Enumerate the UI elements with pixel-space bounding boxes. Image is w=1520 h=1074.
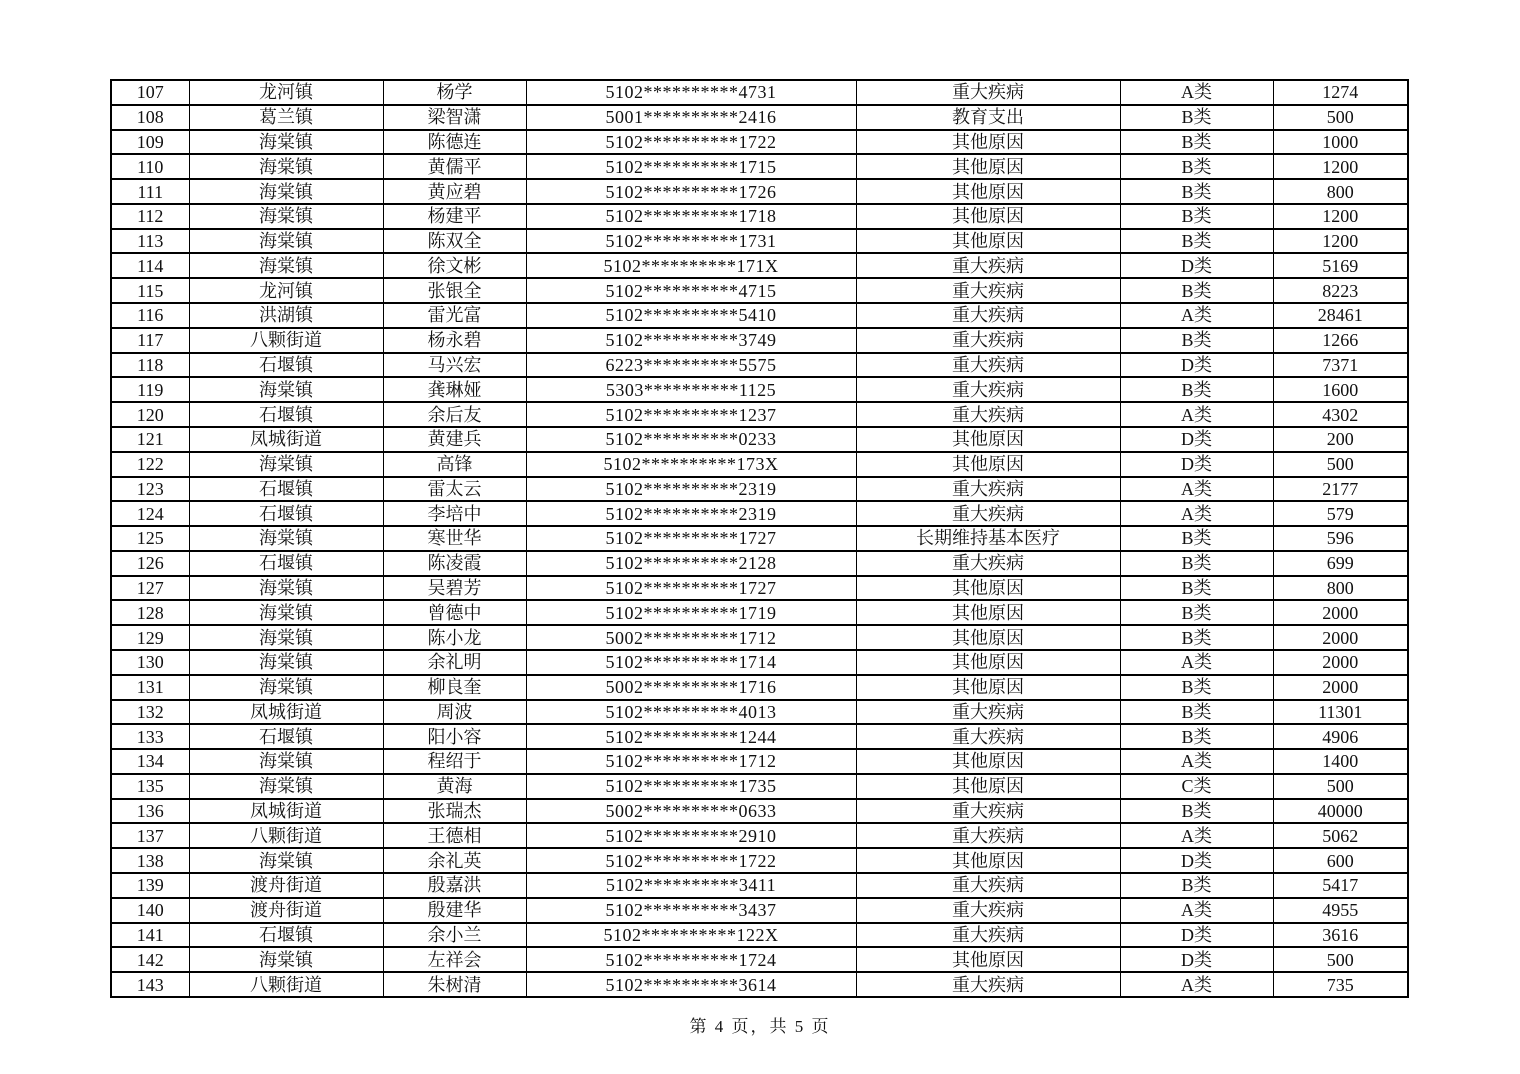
cell-reason: 其他原因 [856, 427, 1120, 452]
cell-index: 125 [111, 526, 189, 551]
cell-town: 海棠镇 [189, 452, 383, 477]
cell-index: 120 [111, 402, 189, 427]
cell-amount: 1200 [1273, 229, 1408, 254]
cell-index: 114 [111, 253, 189, 278]
cell-town: 石堰镇 [189, 551, 383, 576]
cell-id-number: 5102**********1735 [526, 774, 856, 799]
cell-amount: 200 [1273, 427, 1408, 452]
cell-reason: 其他原因 [856, 229, 1120, 254]
table-row [111, 576, 1408, 601]
cell-reason: 其他原因 [856, 947, 1120, 972]
cell-town: 海棠镇 [189, 204, 383, 229]
cell-person-name: 杨学 [383, 80, 526, 105]
cell-amount: 500 [1273, 947, 1408, 972]
cell-town: 龙河镇 [189, 80, 383, 105]
cell-index: 137 [111, 823, 189, 848]
cell-amount: 800 [1273, 179, 1408, 204]
cell-person-name: 余小兰 [383, 923, 526, 948]
cell-category: B类 [1120, 179, 1273, 204]
cell-reason: 重大疾病 [856, 799, 1120, 824]
cell-category: D类 [1120, 253, 1273, 278]
cell-id-number: 5102**********0233 [526, 427, 856, 452]
cell-person-name: 黄海 [383, 774, 526, 799]
cell-amount: 800 [1273, 576, 1408, 601]
table-row [111, 477, 1408, 502]
cell-index: 134 [111, 749, 189, 774]
cell-id-number: 5001**********2416 [526, 105, 856, 130]
cell-town: 海棠镇 [189, 774, 383, 799]
cell-person-name: 吴碧芳 [383, 576, 526, 601]
cell-town: 海棠镇 [189, 154, 383, 179]
cell-person-name: 曾德中 [383, 600, 526, 625]
cell-person-name: 黄儒平 [383, 154, 526, 179]
cell-amount: 1200 [1273, 204, 1408, 229]
table-row [111, 427, 1408, 452]
cell-reason: 重大疾病 [856, 353, 1120, 378]
cell-id-number: 5102**********1714 [526, 650, 856, 675]
cell-reason: 重大疾病 [856, 253, 1120, 278]
cell-town: 八颗街道 [189, 328, 383, 353]
cell-person-name: 杨永碧 [383, 328, 526, 353]
cell-person-name: 陈小龙 [383, 625, 526, 650]
cell-reason: 重大疾病 [856, 724, 1120, 749]
cell-id-number: 5102**********2319 [526, 501, 856, 526]
table-row [111, 501, 1408, 526]
cell-id-number: 5102**********4731 [526, 80, 856, 105]
cell-category: B类 [1120, 799, 1273, 824]
cell-person-name: 柳良奎 [383, 675, 526, 700]
cell-category: B类 [1120, 576, 1273, 601]
cell-category: B类 [1120, 278, 1273, 303]
cell-town: 渡舟街道 [189, 873, 383, 898]
cell-index: 135 [111, 774, 189, 799]
cell-category: A类 [1120, 402, 1273, 427]
cell-index: 139 [111, 873, 189, 898]
cell-category: B类 [1120, 377, 1273, 402]
table-row [111, 774, 1408, 799]
cell-amount: 2000 [1273, 650, 1408, 675]
cell-index: 111 [111, 179, 189, 204]
cell-category: C类 [1120, 774, 1273, 799]
cell-category: B类 [1120, 130, 1273, 155]
cell-index: 113 [111, 229, 189, 254]
cell-town: 八颗街道 [189, 972, 383, 997]
cell-id-number: 5102**********1722 [526, 130, 856, 155]
cell-person-name: 徐文彬 [383, 253, 526, 278]
cell-id-number: 5102**********1718 [526, 204, 856, 229]
table-row [111, 650, 1408, 675]
cell-person-name: 周波 [383, 700, 526, 725]
table-row [111, 204, 1408, 229]
cell-amount: 40000 [1273, 799, 1408, 824]
assistance-table [110, 79, 1409, 998]
cell-category: B类 [1120, 675, 1273, 700]
cell-person-name: 陈德连 [383, 130, 526, 155]
cell-person-name: 雷太云 [383, 477, 526, 502]
cell-index: 140 [111, 898, 189, 923]
cell-amount: 5062 [1273, 823, 1408, 848]
table-row [111, 823, 1408, 848]
cell-amount: 7371 [1273, 353, 1408, 378]
cell-index: 123 [111, 477, 189, 502]
cell-category: D类 [1120, 923, 1273, 948]
cell-index: 122 [111, 452, 189, 477]
cell-reason: 重大疾病 [856, 873, 1120, 898]
cell-amount: 1000 [1273, 130, 1408, 155]
cell-id-number: 5102**********3614 [526, 972, 856, 997]
cell-person-name: 朱树清 [383, 972, 526, 997]
cell-amount: 4302 [1273, 402, 1408, 427]
cell-reason: 其他原因 [856, 675, 1120, 700]
table-row [111, 848, 1408, 873]
cell-amount: 5417 [1273, 873, 1408, 898]
cell-person-name: 马兴宏 [383, 353, 526, 378]
table-row [111, 724, 1408, 749]
page-footer: 第 4 页，共 5 页 [689, 1017, 831, 1036]
cell-index: 138 [111, 848, 189, 873]
cell-category: B类 [1120, 154, 1273, 179]
cell-person-name: 雷光富 [383, 303, 526, 328]
table-row [111, 328, 1408, 353]
table-row [111, 80, 1408, 105]
cell-id-number: 5102**********3437 [526, 898, 856, 923]
cell-category: D类 [1120, 848, 1273, 873]
cell-index: 143 [111, 972, 189, 997]
cell-reason: 其他原因 [856, 625, 1120, 650]
cell-index: 118 [111, 353, 189, 378]
cell-amount: 1266 [1273, 328, 1408, 353]
cell-id-number: 5102**********1237 [526, 402, 856, 427]
cell-index: 133 [111, 724, 189, 749]
cell-category: D类 [1120, 452, 1273, 477]
cell-person-name: 左祥会 [383, 947, 526, 972]
cell-town: 石堰镇 [189, 923, 383, 948]
cell-town: 海棠镇 [189, 848, 383, 873]
cell-town: 海棠镇 [189, 675, 383, 700]
cell-id-number: 5102**********173X [526, 452, 856, 477]
table-row [111, 947, 1408, 972]
cell-id-number: 5102**********1722 [526, 848, 856, 873]
cell-town: 海棠镇 [189, 526, 383, 551]
table-row [111, 526, 1408, 551]
cell-town: 八颗街道 [189, 823, 383, 848]
cell-reason: 重大疾病 [856, 303, 1120, 328]
cell-person-name: 杨建平 [383, 204, 526, 229]
table-row [111, 600, 1408, 625]
cell-amount: 600 [1273, 848, 1408, 873]
cell-town: 石堰镇 [189, 501, 383, 526]
cell-town: 凤城街道 [189, 427, 383, 452]
cell-reason: 重大疾病 [856, 477, 1120, 502]
cell-amount: 28461 [1273, 303, 1408, 328]
cell-town: 石堰镇 [189, 353, 383, 378]
cell-person-name: 王德相 [383, 823, 526, 848]
cell-person-name: 梁智潇 [383, 105, 526, 130]
cell-category: B类 [1120, 625, 1273, 650]
cell-reason: 重大疾病 [856, 823, 1120, 848]
cell-id-number: 5102**********1244 [526, 724, 856, 749]
cell-reason: 重大疾病 [856, 700, 1120, 725]
cell-id-number: 5102**********1719 [526, 600, 856, 625]
cell-person-name: 余礼英 [383, 848, 526, 873]
cell-reason: 长期维持基本医疗 [856, 526, 1120, 551]
cell-reason: 重大疾病 [856, 377, 1120, 402]
table-row [111, 898, 1408, 923]
cell-person-name: 陈凌霞 [383, 551, 526, 576]
cell-reason: 其他原因 [856, 650, 1120, 675]
cell-amount: 5169 [1273, 253, 1408, 278]
cell-town: 海棠镇 [189, 179, 383, 204]
cell-reason: 重大疾病 [856, 328, 1120, 353]
cell-category: D类 [1120, 947, 1273, 972]
cell-town: 海棠镇 [189, 600, 383, 625]
cell-person-name: 黄应碧 [383, 179, 526, 204]
cell-amount: 2000 [1273, 675, 1408, 700]
cell-town: 海棠镇 [189, 130, 383, 155]
cell-town: 葛兰镇 [189, 105, 383, 130]
cell-person-name: 张瑞杰 [383, 799, 526, 824]
cell-id-number: 5102**********1727 [526, 526, 856, 551]
cell-amount: 4906 [1273, 724, 1408, 749]
cell-index: 136 [111, 799, 189, 824]
cell-person-name: 李培中 [383, 501, 526, 526]
cell-town: 海棠镇 [189, 576, 383, 601]
cell-town: 海棠镇 [189, 253, 383, 278]
cell-category: B类 [1120, 204, 1273, 229]
cell-person-name: 余后友 [383, 402, 526, 427]
table-row [111, 873, 1408, 898]
cell-id-number: 5102**********1731 [526, 229, 856, 254]
cell-amount: 735 [1273, 972, 1408, 997]
cell-amount: 2000 [1273, 600, 1408, 625]
cell-index: 128 [111, 600, 189, 625]
cell-index: 115 [111, 278, 189, 303]
table-row [111, 303, 1408, 328]
cell-amount: 500 [1273, 105, 1408, 130]
cell-town: 凤城街道 [189, 700, 383, 725]
cell-id-number: 5102**********1724 [526, 947, 856, 972]
cell-index: 126 [111, 551, 189, 576]
table-row [111, 700, 1408, 725]
cell-reason: 其他原因 [856, 204, 1120, 229]
cell-person-name: 寒世华 [383, 526, 526, 551]
cell-category: A类 [1120, 749, 1273, 774]
cell-index: 141 [111, 923, 189, 948]
cell-person-name: 阳小容 [383, 724, 526, 749]
cell-id-number: 5102**********1726 [526, 179, 856, 204]
table-body [111, 80, 1408, 997]
cell-reason: 重大疾病 [856, 278, 1120, 303]
cell-index: 107 [111, 80, 189, 105]
cell-category: B类 [1120, 229, 1273, 254]
cell-index: 132 [111, 700, 189, 725]
cell-person-name: 龚琳娅 [383, 377, 526, 402]
cell-reason: 重大疾病 [856, 402, 1120, 427]
table-row [111, 972, 1408, 997]
cell-reason: 其他原因 [856, 179, 1120, 204]
cell-category: A类 [1120, 823, 1273, 848]
cell-category: A类 [1120, 650, 1273, 675]
table-row [111, 402, 1408, 427]
table-row [111, 105, 1408, 130]
cell-category: D类 [1120, 427, 1273, 452]
table-row [111, 551, 1408, 576]
cell-id-number: 5303**********1125 [526, 377, 856, 402]
cell-town: 石堰镇 [189, 724, 383, 749]
cell-index: 110 [111, 154, 189, 179]
cell-town: 龙河镇 [189, 278, 383, 303]
cell-reason: 其他原因 [856, 848, 1120, 873]
cell-id-number: 5102**********4013 [526, 700, 856, 725]
cell-amount: 596 [1273, 526, 1408, 551]
cell-id-number: 6223**********5575 [526, 353, 856, 378]
cell-person-name: 殷嘉洪 [383, 873, 526, 898]
cell-category: B类 [1120, 873, 1273, 898]
cell-amount: 1200 [1273, 154, 1408, 179]
table-row [111, 749, 1408, 774]
cell-index: 124 [111, 501, 189, 526]
table-row [111, 253, 1408, 278]
cell-id-number: 5102**********1712 [526, 749, 856, 774]
cell-town: 洪湖镇 [189, 303, 383, 328]
cell-reason: 其他原因 [856, 154, 1120, 179]
cell-reason: 其他原因 [856, 576, 1120, 601]
cell-person-name: 高锋 [383, 452, 526, 477]
cell-reason: 重大疾病 [856, 972, 1120, 997]
cell-town: 海棠镇 [189, 650, 383, 675]
cell-id-number: 5002**********0633 [526, 799, 856, 824]
cell-reason: 重大疾病 [856, 923, 1120, 948]
cell-category: B类 [1120, 526, 1273, 551]
cell-amount: 11301 [1273, 700, 1408, 725]
cell-category: B类 [1120, 700, 1273, 725]
cell-person-name: 余礼明 [383, 650, 526, 675]
table-row [111, 923, 1408, 948]
cell-person-name: 殷建华 [383, 898, 526, 923]
cell-id-number: 5102**********1727 [526, 576, 856, 601]
table-row [111, 377, 1408, 402]
cell-reason: 其他原因 [856, 774, 1120, 799]
cell-id-number: 5102**********4715 [526, 278, 856, 303]
cell-index: 129 [111, 625, 189, 650]
cell-town: 凤城街道 [189, 799, 383, 824]
cell-amount: 699 [1273, 551, 1408, 576]
table-row [111, 130, 1408, 155]
cell-person-name: 陈双全 [383, 229, 526, 254]
cell-category: B类 [1120, 551, 1273, 576]
table-row [111, 229, 1408, 254]
cell-reason: 其他原因 [856, 452, 1120, 477]
cell-amount: 2177 [1273, 477, 1408, 502]
cell-town: 海棠镇 [189, 749, 383, 774]
cell-category: A类 [1120, 477, 1273, 502]
cell-index: 121 [111, 427, 189, 452]
cell-index: 142 [111, 947, 189, 972]
cell-index: 130 [111, 650, 189, 675]
cell-town: 渡舟街道 [189, 898, 383, 923]
cell-town: 海棠镇 [189, 229, 383, 254]
cell-amount: 3616 [1273, 923, 1408, 948]
cell-category: A类 [1120, 303, 1273, 328]
cell-person-name: 黄建兵 [383, 427, 526, 452]
cell-index: 131 [111, 675, 189, 700]
cell-id-number: 5102**********2128 [526, 551, 856, 576]
cell-id-number: 5102**********5410 [526, 303, 856, 328]
cell-category: D类 [1120, 353, 1273, 378]
cell-id-number: 5102**********2319 [526, 477, 856, 502]
table-row [111, 353, 1408, 378]
cell-id-number: 5102**********3411 [526, 873, 856, 898]
cell-category: A类 [1120, 80, 1273, 105]
cell-reason: 重大疾病 [856, 551, 1120, 576]
cell-index: 116 [111, 303, 189, 328]
cell-amount: 500 [1273, 452, 1408, 477]
cell-town: 石堰镇 [189, 402, 383, 427]
table-row [111, 452, 1408, 477]
cell-reason: 其他原因 [856, 749, 1120, 774]
cell-person-name: 程绍于 [383, 749, 526, 774]
cell-town: 海棠镇 [189, 377, 383, 402]
cell-amount: 579 [1273, 501, 1408, 526]
cell-amount: 1274 [1273, 80, 1408, 105]
cell-reason: 重大疾病 [856, 80, 1120, 105]
cell-amount: 4955 [1273, 898, 1408, 923]
cell-id-number: 5102**********122X [526, 923, 856, 948]
cell-category: B类 [1120, 600, 1273, 625]
cell-id-number: 5002**********1712 [526, 625, 856, 650]
table-row [111, 154, 1408, 179]
cell-amount: 1400 [1273, 749, 1408, 774]
cell-category: A类 [1120, 898, 1273, 923]
table-row [111, 278, 1408, 303]
cell-town: 海棠镇 [189, 625, 383, 650]
table-row [111, 625, 1408, 650]
table-row [111, 799, 1408, 824]
cell-category: B类 [1120, 724, 1273, 749]
cell-amount: 8223 [1273, 278, 1408, 303]
table-row [111, 675, 1408, 700]
cell-index: 117 [111, 328, 189, 353]
cell-person-name: 张银全 [383, 278, 526, 303]
cell-id-number: 5102**********171X [526, 253, 856, 278]
cell-category: B类 [1120, 105, 1273, 130]
cell-index: 112 [111, 204, 189, 229]
cell-id-number: 5102**********2910 [526, 823, 856, 848]
cell-reason: 重大疾病 [856, 501, 1120, 526]
cell-id-number: 5102**********3749 [526, 328, 856, 353]
cell-reason: 重大疾病 [856, 898, 1120, 923]
cell-id-number: 5002**********1716 [526, 675, 856, 700]
cell-index: 127 [111, 576, 189, 601]
table-row [111, 179, 1408, 204]
cell-town: 海棠镇 [189, 947, 383, 972]
cell-amount: 500 [1273, 774, 1408, 799]
cell-town: 石堰镇 [189, 477, 383, 502]
cell-amount: 1600 [1273, 377, 1408, 402]
cell-category: B类 [1120, 328, 1273, 353]
cell-index: 109 [111, 130, 189, 155]
cell-reason: 其他原因 [856, 130, 1120, 155]
cell-category: A类 [1120, 501, 1273, 526]
cell-reason: 其他原因 [856, 600, 1120, 625]
cell-id-number: 5102**********1715 [526, 154, 856, 179]
cell-reason: 教育支出 [856, 105, 1120, 130]
cell-category: A类 [1120, 972, 1273, 997]
cell-index: 108 [111, 105, 189, 130]
cell-index: 119 [111, 377, 189, 402]
cell-amount: 2000 [1273, 625, 1408, 650]
